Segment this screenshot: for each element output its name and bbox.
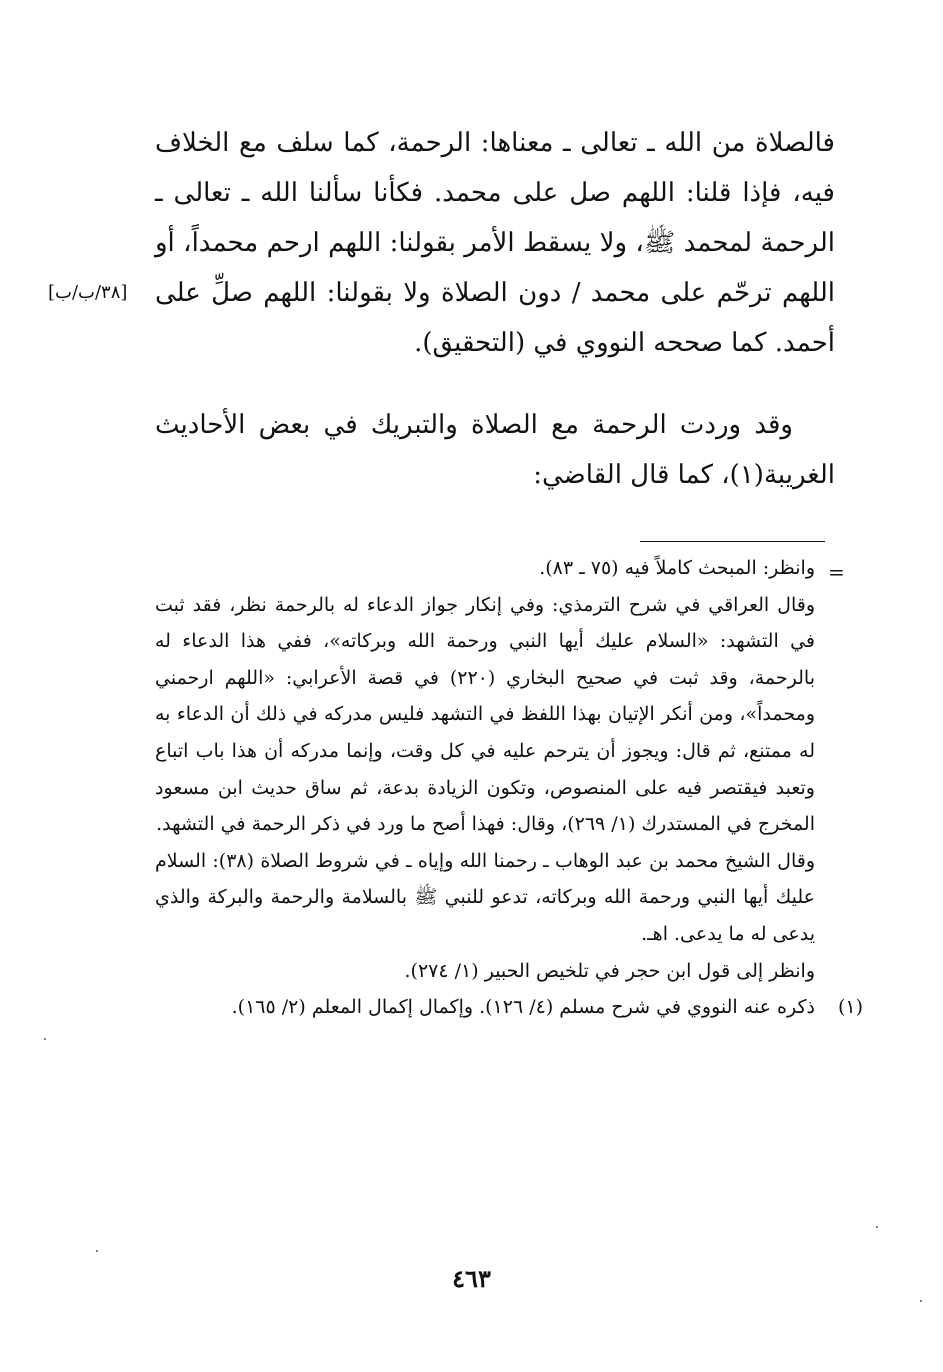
footnotes (155, 550, 863, 1026)
footnote-line: وانظر إلى قول ابن حجر في تلخيص الحبير (١/ ٢٧٤). (404, 959, 815, 982)
footnote-continuation-mark: = (828, 560, 845, 584)
page-number: ٤٦٣ (452, 1264, 491, 1293)
main-paragraph-2: وقد وردت الرحمة مع الصلاة والتبريك في بعض الأحاديث الغريبة(١)، كما قال القاضي: (155, 410, 835, 490)
footnote-1 (155, 989, 863, 1026)
main-text (155, 118, 835, 500)
scan-speck (96, 1250, 98, 1252)
footnote-paragraph: وقال الشيخ محمد بن عبد الوهاب ـ رحمنا الله وإياه ـ في شروط الصلاة (٣٨): السلام عليك أيها النبي ورحمة الله وبركاته، تدعو للنبي ﷺ بالسلامة والرحمة والبركة والذي يدعى له ما يدعى. اهـ. (155, 849, 815, 945)
footnote-line: وانظر: المبحث كاملاً فيه (٧٥ ـ ٨٣). (539, 557, 815, 579)
footnote-1-text: ذكره عنه النووي في شرح مسلم (٤/ ١٢٦). وإكمال إكمال المعلم (٢/ ١٦٥). (231, 996, 815, 1019)
footnote-separator (640, 541, 825, 542)
footnote-paragraph: وقال العراقي في شرح الترمذي: وفي إنكار جواز الدعاء له بالرحمة نظر، فقد ثبت في التشهد: «السلام عليك أيها النبي ورحمة الله وبركاته»، ففي هذا الدعاء له بالرحمة، وقد ثبت في صحيح البخاري (٢٢٠) في قصة الأعرابي: «اللهم ارحمني ومحمداً»، ومن أنكر الإتيان بهذا اللفظ في التشهد فليس مدركه في ذلك أن الدعاء به له ممتنع، ثم قال: ويجوز أن يترحم عليه في كل وقت، وإنما مدركه أن هذا باب اتباع وتعبد فيقتصر فيه على المنصوص، وتكون الزيادة بدعة، ثم ساق حديث ابن مسعود المخرج في المستدرك (١/ ٢٦٩)، وقال: فهذا أصح ما ورد في ذكر الرحمة في التشهد. (155, 593, 815, 836)
manuscript-folio-note: [٣٨/ب/ب] (48, 282, 128, 303)
footnote-number: (١) (837, 996, 863, 1019)
scan-speck (876, 1226, 878, 1228)
scan-speck (44, 1038, 46, 1040)
scan-speck (920, 1300, 922, 1302)
main-paragraph-1: فالصلاة من الله ـ تعالى ـ معناها: الرحمة، كما سلف مع الخلاف فيه، فإذا قلنا: اللهم صل على محمد. فكأنا سألنا الله ـ تعالى ـ الرحمة لمحمد ﷺ، ولا يسقط الأمر بقولنا: اللهم ارحم محمداً، أو اللهم ترحّم على محمد / دون الصلاة ولا بقولنا: اللهم صلِّ على أحمد. كما صححه النووي في (التحقيق). (155, 128, 835, 358)
